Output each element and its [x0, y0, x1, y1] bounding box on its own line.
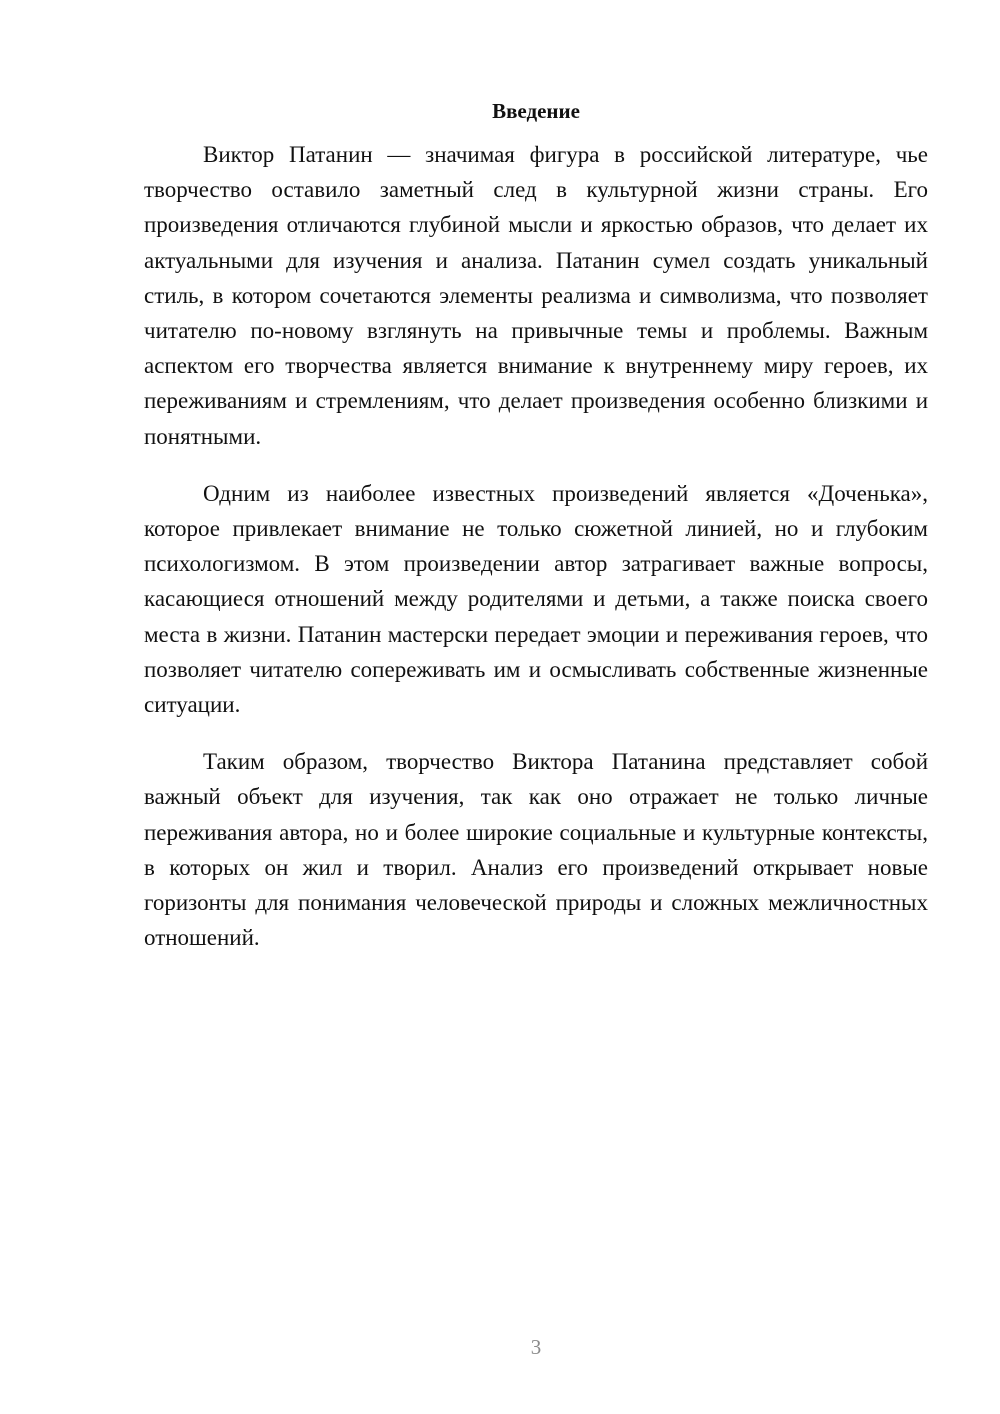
paragraph-1: Виктор Патанин — значимая фигура в российской литературе, чье творчество оставило заметный след в культурной жизни страны. Его произведения отличаются глубиной мысли и яркостью образов, что делает их актуальными для изучения и анализа. Патанин сумел создать уникальный стиль, в котором сочетаются элементы реализма и символизма, что позволяет читателю по-новому взглянуть на привычные темы и проблемы. Важным аспектом его творчества является внимание к внутреннему миру героев, их переживаниям и стремлениям, что делает произведения особенно близкими и понятными. — [144, 142, 928, 449]
paragraph-3: Таким образом, творчество Виктора Патанина представляет собой важный объект для изучения, так как оно отражает не только личные переживания автора, но и более широкие социальные и культурные контексты, в которых он жил и творил. Анализ его произведений открывает новые горизонты для понимания человеческой природы и сложных межличностных отношений. — [144, 749, 928, 951]
section-heading: Введение — [492, 99, 580, 123]
page-content — [144, 96, 928, 955]
paragraph-2: Одним из наиболее известных произведений является «Доченька», которое привлекает внимание не только сюжетной линией, но и глубоким психологизмом. В этом произведении автор затрагивает важные вопросы, касающиеся отношений между родителями и детьми, а также поиска своего места в жизни. Патанин мастерски передает эмоции и переживания героев, что позволяет читателю сопереживать им и осмысливать собственные жизненные ситуации. — [144, 480, 928, 718]
page-number: 3 — [530, 1335, 542, 1359]
